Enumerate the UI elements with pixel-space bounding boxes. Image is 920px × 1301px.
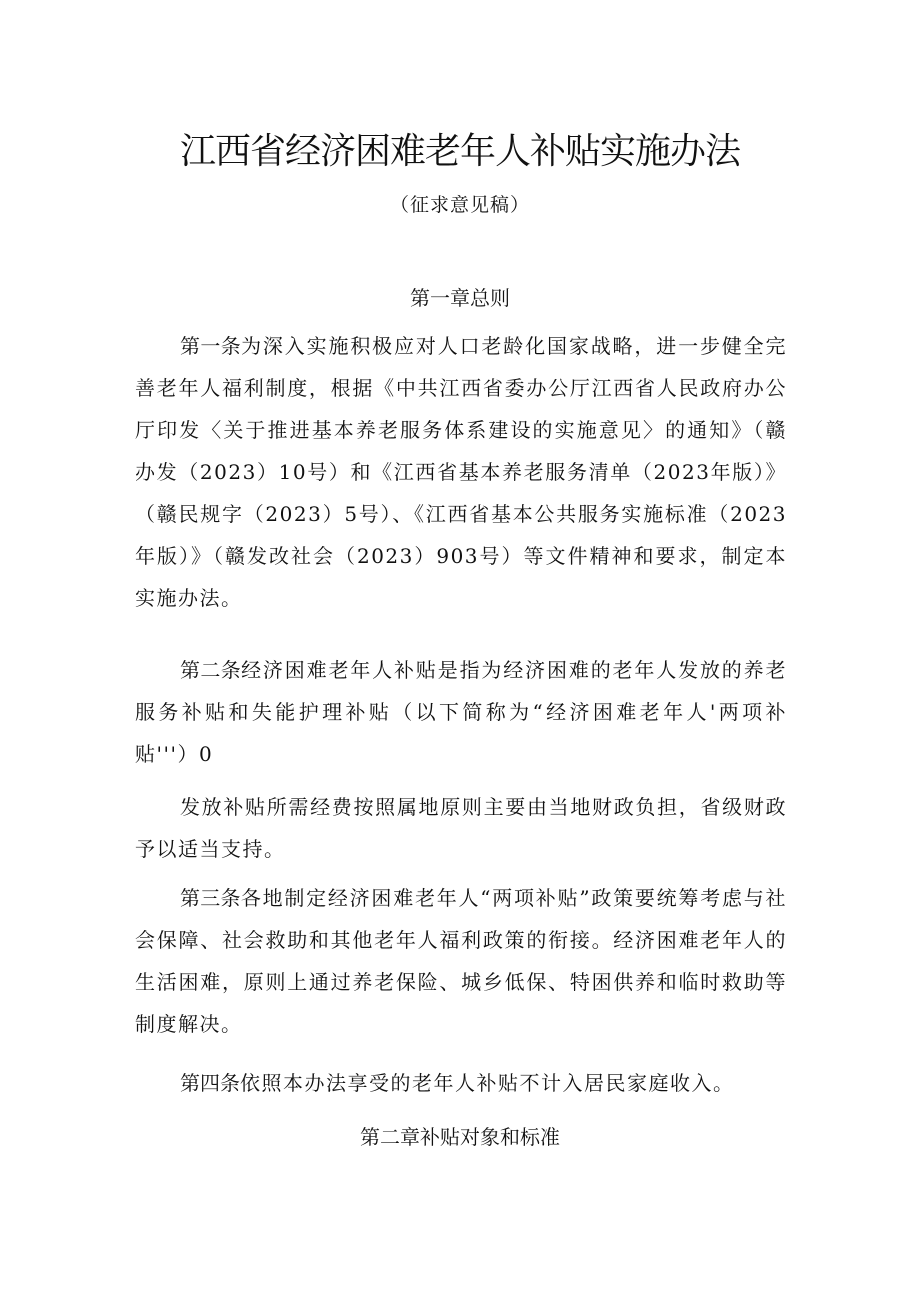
article-4 (135, 1062, 787, 1104)
article-1-label: 第一条 (180, 334, 242, 358)
article-3 (135, 877, 787, 1045)
article-2-label: 第二条 (180, 658, 242, 682)
article-3-label: 第三条 (180, 886, 241, 910)
funding-paragraph: 发放补贴所需经费按照属地原则主要由当地财政负担，省级财政予以适当支持。 (135, 795, 787, 861)
document-subtitle: （征求意见稿） (389, 194, 530, 216)
chapter-heading-1: 第一章总则 (410, 286, 510, 310)
article-4-text: 依照本办法享受的老年人补贴不计入居民家庭收入。 (240, 1071, 735, 1095)
article-1 (135, 325, 787, 619)
article-2 (135, 649, 787, 775)
article-4-label: 第四条 (180, 1071, 240, 1095)
chapter-heading-2: 第二章补贴对象和标准 (360, 1125, 560, 1149)
article-2-text: 经济困难老年人补贴是指为经济困难的老年人发放的养老服务补贴和失能护理补贴（以下简称为“经济困难老年人'两项补贴'''）0 (135, 658, 788, 766)
article-1-text: 为深入实施积极应对人口老龄化国家战略，进一步健全完善老年人福利制度，根据《中共江西省委办公厅江西省人民政府办公厅印发〈关于推进基本养老服务体系建设的实施意见〉的通知》（赣办发（2023）10号）和《江西省基本养老服务清单（2023年版）》（赣民规字（2023）5号）、《江西省基本公共服务实施标准（2023年版）》（赣发改社会（2023）903号）等文件精神和要求，制定本实施办法。 (135, 334, 788, 610)
article-3-text: 各地制定经济困难老年人“两项补贴”政策要统筹考虑与社会保障、社会救助和其他老年人福利政策的衔接。经济困难老年人的生活困难，原则上通过养老保险、城乡低保、特困供养和临时救助等制度解决。 (135, 886, 787, 1036)
document-title: 江西省经济困难老年人补贴实施办法 (179, 131, 740, 172)
